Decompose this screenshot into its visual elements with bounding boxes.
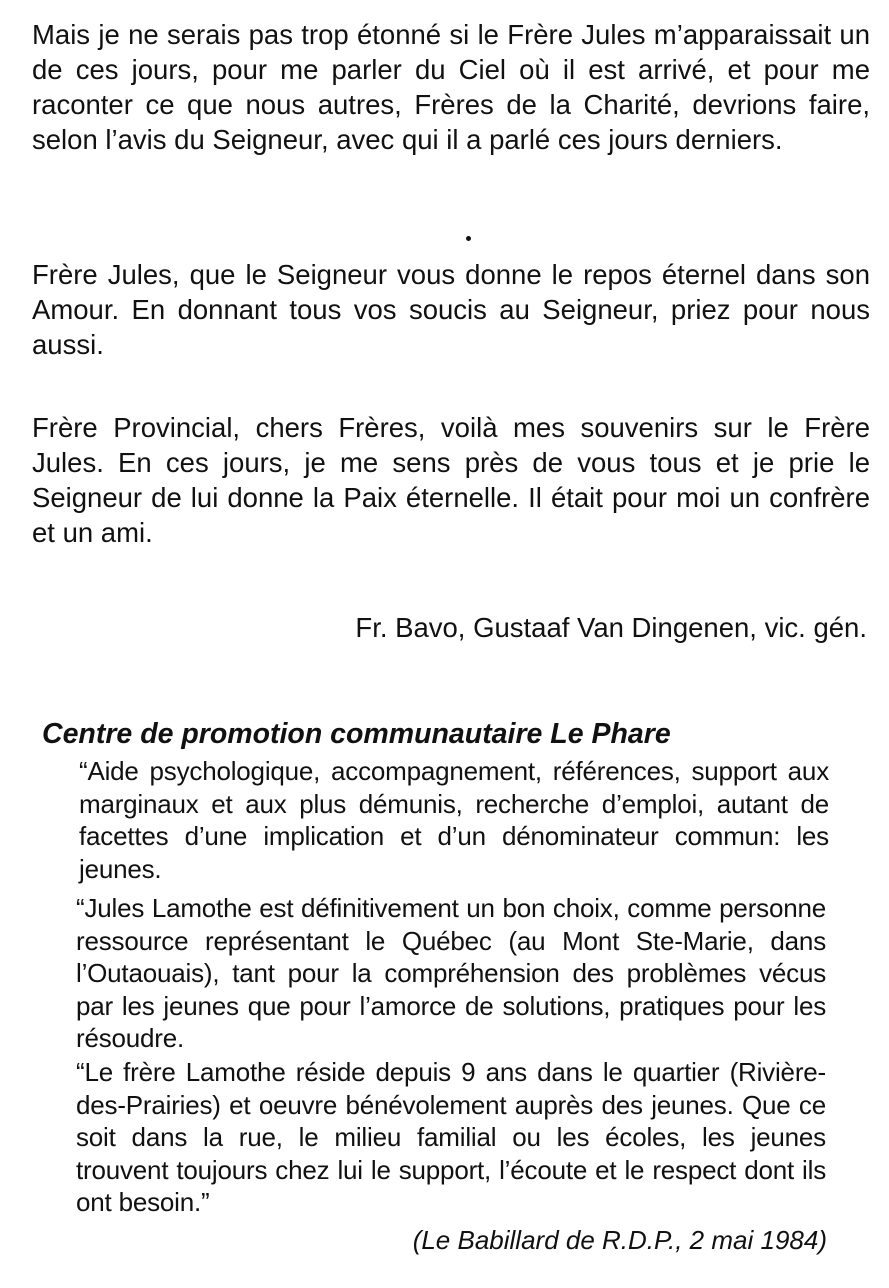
letter-paragraph-3: Frère Provincial, chers Frères, voilà mes souvenirs sur le Frère Jules. En ces jours, je me sens près de vous tous et je prie le Seigneur de lui donne la Paix éternelle. Il était pour moi un confrère et un ami. [32,412,870,548]
separator-dot [466,236,471,241]
article-citation: (Le Babillard de R.D.P., 2 mai 1984) [412,1225,827,1255]
letter-paragraph-1: Mais je ne serais pas trop étonné si le Frère Jules m’apparaissait un de ces jours, pour me parler du Ciel où il est arrivé, et pour me raconter ce que nous autres, Frères de la Charité, devrions faire, selon l’avis du Seigneur, avec qui il a parlé ces jours derniers. [32,19,870,155]
article-heading: Centre de promotion communautaire Le Phare [42,718,671,750]
letter-paragraph-2: Frère Jules, que le Seigneur vous donne le repos éternel dans son Amour. En donnant tous vos soucis au Seigneur, priez pour nous aussi. [32,259,870,360]
letter-signature: Fr. Bavo, Gustaaf Van Dingenen, vic. gén. [355,612,867,643]
article-quote-1: “Aide psychologique, accompagnement, références, support aux marginaux et aux plus démunis, recherche d’emploi, autant de facettes d’une implication et d’un dénominateur commun: les jeunes. [79,756,829,884]
article-quote-2: “Jules Lamothe est définitivement un bon choix, comme personne ressource représentant le Québec (au Mont Ste-Marie, dans l’Outaouais), tant pour la compréhension des problèmes vécus par les jeunes que pour l’amorce de solutions, pratiques pour les résoudre. [76,893,826,1053]
article-quote-3: “Le frère Lamothe réside depuis 9 ans dans le quartier (Rivière-des-Prairies) et oeuvre bénévolement auprès des jeunes. Que ce soit dans la rue, le milieu familial ou les écoles, les jeunes trouvent toujours chez lui le support, l’écoute et le respect dont ils ont besoin.” [76,1057,826,1217]
